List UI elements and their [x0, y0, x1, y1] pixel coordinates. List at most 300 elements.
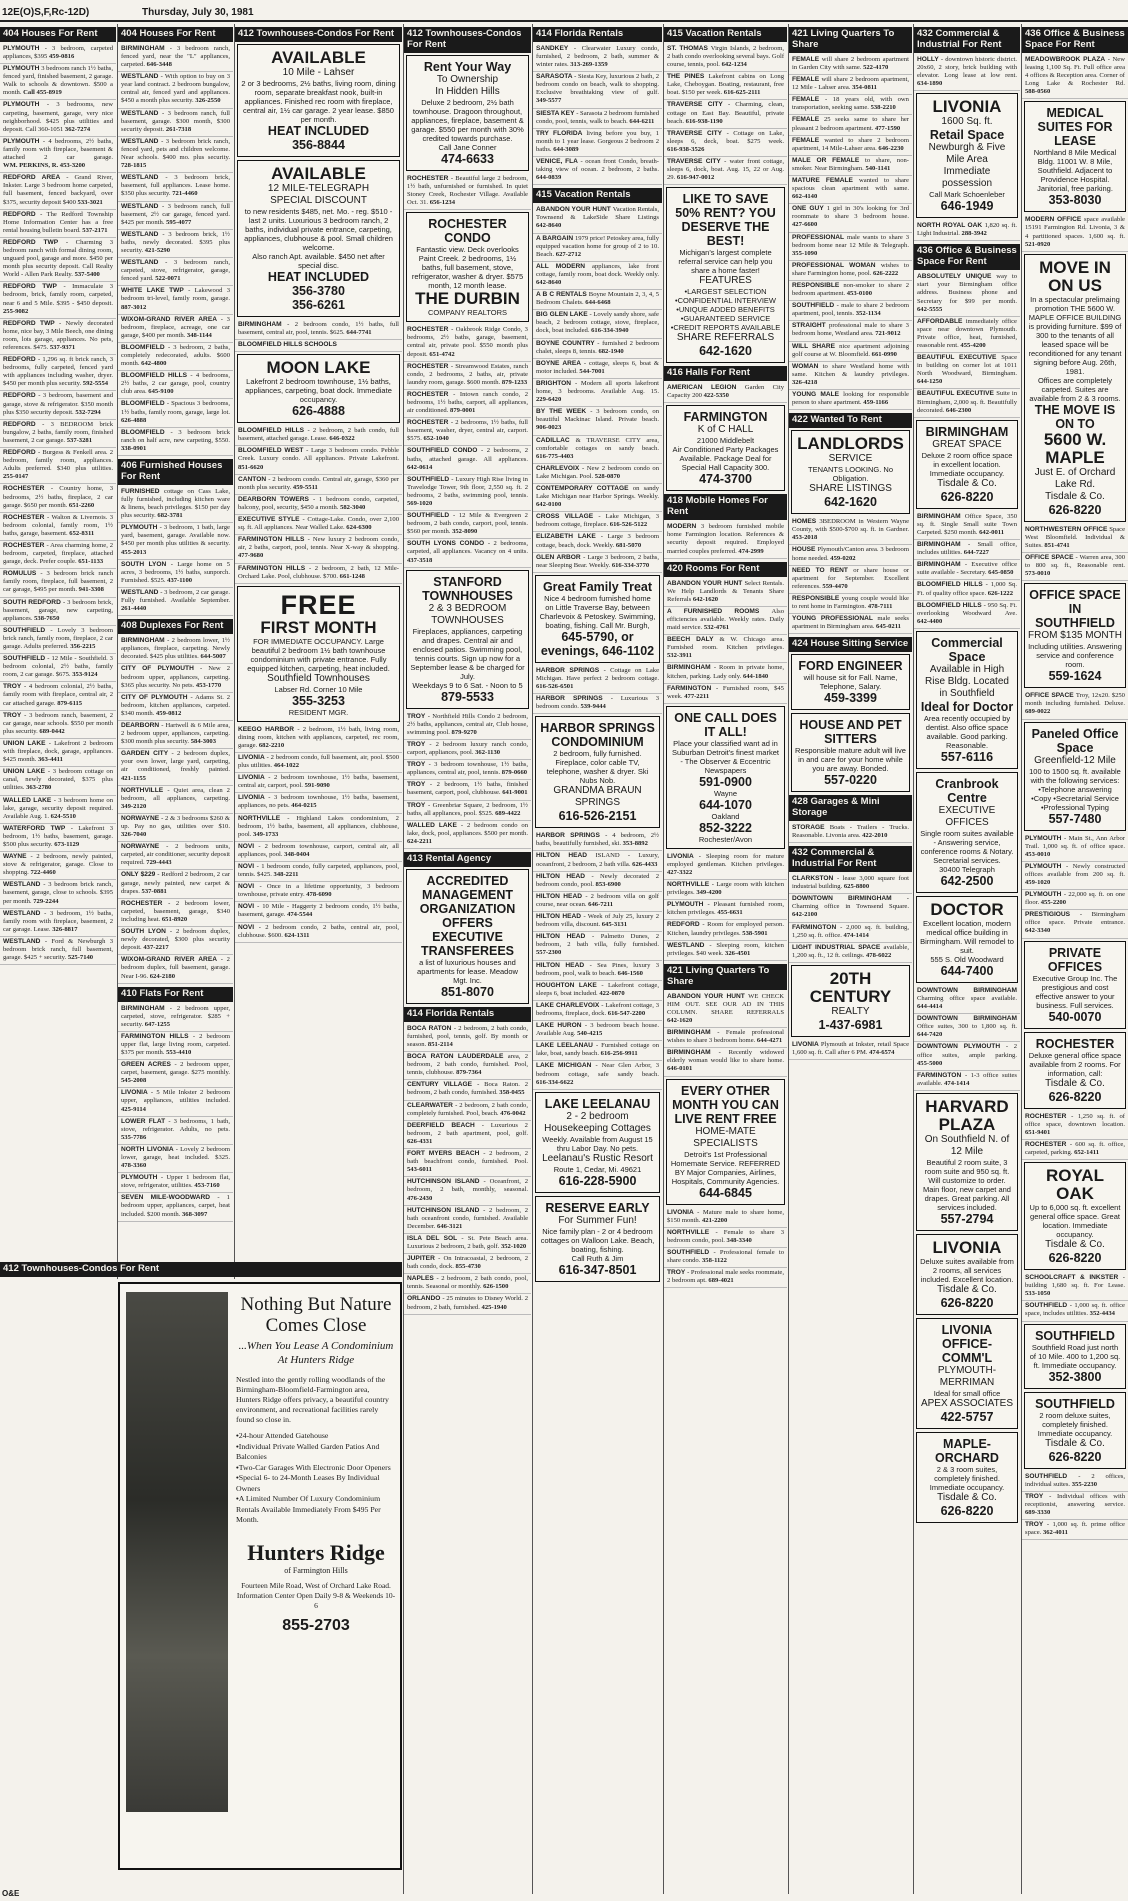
ad-lead: HILTON HEAD: [536, 892, 586, 900]
display-ad-reserve-early-sub: For Summer Fun!: [558, 1214, 637, 1226]
ad-phone: 352-8090: [452, 528, 478, 536]
ad-phone: 478-3360: [121, 1162, 147, 1170]
ad-phone: 855-4730: [455, 1263, 481, 1271]
ad-text: Vacation Rentals, Townsend & LakeSide Share Listings: [536, 206, 659, 222]
ad-lead: A B C RENTALS: [536, 291, 589, 299]
ad-text: - water front cottage, sleeps 6, dock, boat. Aug. 15, 22 or Aug. 29.: [667, 158, 784, 182]
ad-phone: 879-7364: [456, 1069, 482, 1077]
classified-ad: [664, 157, 787, 185]
ad-phone: 625-8800: [843, 883, 870, 891]
display-ad-landlords-body: TENANTS LOOKING. No Obligation.: [807, 465, 894, 484]
classified-ad: [235, 902, 402, 922]
ad-phone: 532-7294: [75, 408, 101, 416]
ad-lead: WALLED LAKE: [407, 821, 461, 829]
ad-text: - 2 bedroom lower, 1½ appliances, fireplace, carpeting. Newly decorated. $425 plus utilities.: [121, 637, 230, 661]
ad-text: Space in building on corner lot at 1011 North Woodward, Birmingham.: [917, 354, 1017, 378]
classified-ad: [118, 664, 233, 692]
classified-ad: [118, 1173, 233, 1193]
ad-lead: PLYMOUTH: [1025, 891, 1064, 899]
section-heading: 415 Vacation Rentals: [533, 188, 662, 203]
display-ad-homemate-body: Detroit's 1st Professional Homemate Service. REFERRED BY Major Companies, Airlines, Hospitals, Community Agencies.: [670, 1149, 781, 1186]
display-ad-livonia-retail-title: LIVONIA: [932, 97, 1002, 117]
classified-ad: [235, 340, 402, 352]
display-ad-stanford-townhouses-sub: 2 & 3 BEDROOM TOWNHOUSES: [428, 602, 507, 626]
display-ad-one-call-title: ONE CALL DOES IT ALL!: [674, 710, 777, 739]
ad-lead: MALE OR FEMALE: [792, 156, 866, 164]
ad-text: - Warren area, 300 to 800 sq. ft., Reasonable rent.: [1025, 553, 1125, 570]
display-ad-livonia-office-title: LIVONIA OFFICE-COMM'L: [941, 1322, 993, 1365]
ad-lead: HUTCHINSON ISLAND: [407, 1206, 484, 1214]
ad-text: - 2 bedroom townhouse, carport, central air, all appliances, pool.: [238, 842, 400, 858]
ad-phone: 851-6620: [238, 463, 264, 471]
ad-lead: REDFORD: [3, 210, 41, 218]
ad-lead: BOCA RATON: [407, 1024, 454, 1032]
classified-ad: [118, 137, 233, 173]
display-ad-kofc-hall-title: FARMINGTON: [683, 410, 768, 425]
display-ad-share-referrals-list-item: •GUARANTEED SERVICE: [680, 314, 771, 324]
display-ad-maple-orchard-phone: 626-8220: [940, 1503, 994, 1518]
ad-lead: EXECUTIVE STYLE: [238, 516, 303, 524]
ad-phone: 544-7001: [579, 367, 605, 375]
ad-lead: DOWNTOWN BIRMINGHAM: [917, 1015, 1017, 1023]
ad-text: - Boca Raton. 2 bedroom, 2 bath condo, furnished.: [407, 1081, 528, 1097]
ad-text: - 2 bedroom duplex, full basement, garage. Near I-96.: [121, 956, 230, 980]
ad-lead: ABANDON YOUR HUNT: [536, 206, 613, 214]
classified-ad: [235, 446, 402, 474]
display-ad-livonia-suites-phone: 626-8220: [940, 1295, 994, 1310]
ad-text: - 4 bedrooms, 2½ baths, 2 car garage, pool, country club area.: [121, 372, 230, 396]
ad-lead: TROY: [1025, 1492, 1050, 1500]
classified-ad: [235, 923, 402, 943]
display-ad-10-mile-lahser-line1: AVAILABLE: [271, 47, 366, 67]
ad-text: - 4 bedroom colonial, 2½ baths, family room with fireplace, central air, 2 car attached garage.: [3, 683, 113, 707]
ad-phone: 626-4331: [407, 1137, 433, 1145]
ad-text: - Lovely sandy shore, safe beach, 2 bedroom cottage, stove, fireplace, dock, boat included.: [536, 311, 659, 335]
display-ad-commercial-space-title: Commercial Space: [931, 635, 1003, 664]
ad-phone: 425-9114: [121, 1105, 146, 1113]
classified-ad: [235, 320, 402, 340]
ad-text: - Quiet area, clean 2 bedroom, all appliances, carpeting.: [121, 786, 230, 802]
classified-ad: [664, 129, 787, 157]
ad-text: - 2 bedroom, 2 bath condo, completely furnished. Pool, beach.: [407, 1101, 529, 1117]
ad-lead: NOVI: [238, 883, 260, 891]
ad-text: - 950 Sq. Ft. overlooking Woodward Ave.: [917, 601, 1017, 617]
ad-text: - 2 bedroom villa on golf course, near ocean.: [536, 892, 659, 908]
ad-phone: 682-2210: [258, 741, 285, 749]
ad-text: 25 seeks same to share her pleasant 2 bedroom apartment.: [792, 116, 909, 132]
ad-text: - Newly decorated home, nice bay, 3 Mile Beech, one dining room, lots garage, appliances. No pets, references. $475.: [3, 319, 113, 352]
classified-ad: [118, 343, 233, 371]
classified-ad: [664, 1248, 787, 1268]
display-ad-hidden-hills-line1: Rent Your Way: [423, 59, 512, 74]
ad-lead: BLOOMFIELD WEST: [238, 447, 307, 455]
ad-text: - Individual offices with receptionist, answering service.: [1025, 1492, 1125, 1508]
ad-phone: 261-4440: [121, 605, 147, 613]
display-ad-share-referrals-list-item: •CONFIDENTIAL INTERVIEW: [675, 296, 776, 306]
ad-text: - Lakefront cottage, sleeps 6, boat included.: [536, 981, 659, 997]
ad-text: - 1,250 sq. ft. of office space, downtown location.: [1025, 1112, 1125, 1128]
ad-phone: 673-1129: [54, 840, 80, 848]
hunters-feature-item: • Two-Car Garages With Electronic Door Openers: [236, 1463, 396, 1474]
ad-phone: 522-0071: [155, 275, 181, 283]
display-ad-lake-leelanau-name: Leelanau's Rustic Resort: [542, 1152, 653, 1164]
classified-ad: [0, 137, 116, 173]
display-ad-medical-suites-phone: 353-8030: [1048, 193, 1102, 208]
ad-lead: HILTON HEAD: [536, 933, 593, 941]
classified-ad: [914, 1042, 1020, 1070]
classified-ad: [404, 446, 531, 474]
ad-text: - Main St., Ann Arbor Trail. 1,000 sq. ft. of office space.: [1025, 834, 1125, 850]
ad-text: - Highland Lakes condominium, 2 bedroom, 1½ baths, basement, all appliances, clubhouse, pool.: [238, 814, 399, 838]
ad-text: - Palmetto Dunes, 2 bedroom, 2 bath villa, fully furnished.: [536, 933, 659, 949]
section-heading: 421 Living Quarters To Share: [664, 964, 787, 990]
classified-ad: [914, 389, 1020, 417]
ad-phone: 627-2712: [555, 250, 582, 258]
ad-text: - 3 bedroom ranch, full basement, 2½ car garage, fenced yard. $425 per month.: [121, 202, 230, 226]
classified-ad: [404, 362, 531, 390]
ad-lead: CLARKSTON: [792, 875, 837, 883]
ad-lead: DEERFIELD BEACH: [407, 1121, 482, 1129]
classified-ad: [533, 512, 662, 532]
ad-lead: SIESTA KEY: [536, 109, 577, 117]
classified-ad: [789, 301, 912, 321]
ad-lead: GLEN ARBOR: [536, 553, 584, 561]
display-ad-house-sitters-title: HOUSE AND PET SITTERS: [799, 718, 902, 747]
ad-phone: 557-2300: [536, 949, 562, 957]
ad-phone: 455-6631: [717, 909, 743, 917]
ad-phone: 537-2171: [82, 226, 108, 234]
classified-ad: [1022, 1273, 1128, 1301]
ad-phone: 569-1020: [407, 500, 433, 507]
display-ad-lake-leelanau-addr: Route 1, Cedar, Mi. 49621: [553, 1164, 642, 1174]
hunters-info: Fourteen Mile Road, West of Orchard Lake Road. Information Center Open Daily 9-8 & Weekends 10-6: [236, 1580, 396, 1610]
display-ad-moon-lake-title: MOON LAKE: [266, 358, 371, 378]
display-ad-royal-oak-phone: 626-8220: [1048, 1251, 1102, 1266]
classified-ad: [1022, 834, 1128, 862]
classified-ad: [0, 420, 116, 448]
display-ad-southfield: [1024, 1324, 1126, 1389]
classified-ad: [664, 579, 787, 607]
display-ad-rochester-condo-name: THE DURBIN: [415, 289, 520, 309]
display-ad-one-call-city3: Rochester/Avon: [698, 834, 753, 844]
ad-text: - St. Pete Beach area. Luxurious 2 bedroom, 2 bath, golf.: [407, 1234, 528, 1250]
ad-phone: 425-1940: [481, 1303, 507, 1311]
ad-text: - building 1,680 sq. ft. For Lease.: [1025, 1274, 1125, 1290]
ad-text: Lakefront cabins on Long Lake, Cheboygan. Boating, restaurant, free boat. $150 per week.: [667, 73, 784, 97]
ad-phone: 474-6574: [869, 1049, 895, 1056]
display-ad-birmingham-great-space-sub: GREAT SPACE: [932, 438, 1002, 450]
classified-ad: [235, 426, 402, 446]
ad-phone: 644-1840: [742, 672, 769, 680]
classified-ad: [533, 436, 662, 464]
ad-lead: LIGHT INDUSTRIAL SPACE: [792, 943, 884, 951]
ad-lead: NOVI: [238, 923, 259, 931]
ad-phone: 647-1255: [144, 1020, 171, 1028]
ad-text: way to start your Birmingham office address. Business phone and Secretary for $99 per month.: [917, 273, 1017, 305]
display-ad-commercial-space-sub: Available in High Rise Bldg. Located in Southfield: [925, 663, 1009, 699]
classified-ad: [914, 512, 1020, 540]
display-ad-southfield-suites-body: 2 room deluxe suites, completely finished. Immediate occupancy.: [1037, 1410, 1113, 1438]
classified-ad: [0, 238, 116, 282]
display-ad-share-referrals: [666, 187, 785, 363]
ad-phone: 642-0614: [407, 463, 433, 471]
ad-text: - Clearwater Luxury condo, furnished, 2 bedroom, 2 bath, summer & winter rates.: [536, 44, 659, 69]
ad-lead: TROY: [3, 683, 25, 691]
ad-lead: ABSOLUTELY UNIQUE: [917, 273, 997, 281]
classified-ad: [664, 72, 787, 100]
display-ad-livonia-suites: [916, 1234, 1018, 1315]
ad-lead: CONTEMPORARY COTTAGE: [536, 484, 633, 492]
display-ad-kofc-hall-addr: 21000 Middlebelt: [696, 436, 755, 446]
ad-lead: TROY: [407, 781, 430, 789]
display-ad-southfield-suites-phone: 626-8220: [1048, 1449, 1102, 1464]
ad-lead: JUPITER: [407, 1255, 439, 1263]
ad-lead: HARBOR SPRINGS: [536, 666, 604, 674]
ad-lead: ALL MODERN: [536, 262, 593, 270]
ad-lead: CANTON: [238, 475, 269, 483]
ad-phone: 539-9444: [580, 703, 606, 711]
ad-text: 1 girl in 30's looking for 3rd roommate to share 3 bedroom house.: [792, 205, 909, 221]
ad-phone: 573-0010: [1025, 570, 1051, 578]
classified-ad: [914, 1071, 1020, 1091]
section-heading: 432 Commercial & Industrial For Rent: [914, 27, 1020, 53]
display-ad-homemate-phone: 644-6845: [699, 1185, 752, 1200]
display-ad-private-offices-phone: 540-0070: [1048, 1009, 1102, 1024]
classified-ad: [1022, 553, 1128, 581]
hunters-subtitle: ...When You Lease A Condominium At Hunters Ridge: [238, 1340, 394, 1366]
ad-lead: ROCHESTER: [407, 326, 452, 334]
ad-text: - 25 minutes to Disney World. 2 bedroom, 2 bath, furnished.: [407, 1295, 528, 1311]
ad-text: - Streamwood Estates, ranch condo, 2 bedrooms, 2 baths, air, private laundry room, garage. $600 month.: [407, 362, 528, 386]
display-ad-share-referrals-list-item: •UNIQUE ADDED BENEFITS: [676, 305, 775, 315]
ad-phone: 437-1100: [167, 576, 193, 584]
ad-phone: 624-2211: [407, 837, 432, 845]
classified-ad: [664, 920, 787, 940]
display-ad-rochester-office-body: Deluxe general office space available from 2 rooms. For information, call:: [1028, 1050, 1122, 1078]
display-ad-landlords-phone: 642-1620: [824, 495, 877, 510]
classified-ad: [235, 475, 402, 495]
classified-ad: [0, 355, 116, 391]
display-ad-moon-lake-phone: 626-4888: [292, 404, 345, 419]
ad-text: available, 1,200 sq. ft., 12 ft. ceilings.: [792, 943, 909, 959]
display-ad-commercial-space-body: Area recently occupied by dentist. Also office space available. Good parking. Reasonable.: [923, 713, 1011, 750]
ad-phone: 477-1590: [874, 124, 901, 132]
display-ad-move-in-on-us-extra: Offices are completely carpeted. Suites are available from 2 & 3 rooms.: [1029, 375, 1121, 403]
ad-phone: 521-0920: [1025, 240, 1051, 248]
ad-phone: 437-2217: [143, 944, 169, 952]
ad-lead: FEMALE: [792, 76, 822, 84]
ad-text: to share Westland home with same. Kitchen & laundry privileges.: [792, 362, 910, 378]
ad-lead: FARMINGTON: [667, 684, 717, 692]
ad-text: - 2 bedroom, 2 bath condo, furnished, pool, tennis, golf. By month or season.: [407, 1024, 529, 1048]
display-ad-harvard-plaza-title: HARVARD PLAZA: [925, 1096, 1009, 1134]
ad-phone: 532-3911: [667, 652, 692, 660]
ad-phone: 352-4434: [1089, 1310, 1115, 1318]
ad-text: - 2 bedroom condo. Central air, garage, $360 per month plus security.: [238, 475, 400, 491]
ad-text: - Mature male to share home, $150 month.: [667, 1208, 784, 1224]
ad-text: - 2 bedrooms, carpeted, all appliances. Vacancy on 4 units.: [407, 540, 528, 556]
ad-text: will share 2 bedroom apartment in Garden City with same.: [792, 55, 909, 71]
ad-phone: 421-2200: [701, 1216, 728, 1224]
ad-lead: ORLANDO: [407, 1295, 443, 1303]
ad-lead: RESPONSIBLE: [792, 282, 844, 289]
ad-text: - cottage, sleeps 6, boat & motor included.: [536, 359, 659, 375]
ad-phone: 540-4215: [577, 1030, 603, 1038]
classified-ad: [0, 767, 116, 795]
ad-lead: REDFORD: [667, 921, 703, 929]
classified-ad: [404, 325, 531, 361]
classified-ad: [789, 517, 912, 545]
ad-lead: REDFORD: [3, 356, 38, 364]
display-ad-harvard-plaza-phone: 557-2794: [940, 1211, 994, 1226]
ad-lead: ROCHESTER: [407, 362, 451, 370]
classified-ad: [533, 1041, 662, 1061]
ad-text: - 2 bedroom condo, 2 baths, central air, pool, clubhouse. $600.: [238, 923, 399, 939]
classified-ad: [235, 793, 402, 813]
classified-ad: [0, 880, 116, 908]
ad-lead: BY THE WEEK: [536, 408, 591, 416]
hunters-body: Nestled into the gently rolling woodlands of the Birmingham-Bloomfield-Farmington area, Hunters Ridge offers privacy, a beautiful country environment, and recreational facilities rarely found so close in.: [236, 1375, 389, 1424]
classified-ad: [235, 842, 402, 862]
display-ad-rochester-office-phone: 626-8220: [1048, 1089, 1102, 1104]
display-ad-maple-orchard: [916, 1432, 1018, 1523]
ad-text: - Lake Michigan, 3 bedroom cottage, fireplace.: [536, 513, 660, 529]
classified-ad: [404, 740, 531, 760]
ad-phone: 661-0990: [871, 350, 897, 358]
ad-phone: 352-1134: [855, 310, 881, 318]
classified-ad: [404, 1294, 531, 1314]
classified-ad: [914, 272, 1020, 316]
display-ad-homemate-title: EVERY OTHER MONTH YOU CAN LIVE RENT FREE: [672, 1083, 779, 1126]
ad-text: - Northfield Hills Condo 2 bedroom, 2½ baths, appliances, central air, Club house, swimming pool.: [407, 712, 529, 736]
ad-lead: SOUTHFIELD: [407, 475, 452, 483]
classified-ad: [404, 1121, 531, 1149]
classified-ad: [0, 64, 116, 100]
column-6: [663, 24, 787, 1894]
classified-ad: [235, 564, 402, 584]
ad-phone: 689-4422: [495, 809, 521, 817]
display-ad-livonia-office-body: Ideal for small office: [933, 1388, 1001, 1398]
display-ad-lake-leelanau-sub: 2 - 2 bedroom Housekeeping Cottages: [544, 1110, 651, 1134]
ad-lead: FEMALE: [792, 55, 822, 63]
hunters-phone: 855-2703: [282, 1616, 350, 1634]
classified-ad: [533, 694, 662, 714]
ad-text: - Room in private home, kitchen, parking. Lady only.: [667, 664, 784, 680]
ad-lead: HARBOR SPRINGS: [536, 832, 606, 840]
ad-lead: WESTLAND: [3, 937, 45, 945]
classified-ad: [118, 286, 233, 314]
ad-phone: 651-8920: [161, 915, 188, 923]
ad-phone: 540-1141: [865, 164, 891, 172]
ad-lead: TROY: [3, 711, 25, 719]
ad-phone: 642-1620: [667, 1016, 693, 1024]
display-ad-harvard-plaza-sub: On Southfield N. of 12 Mile: [924, 1133, 1010, 1157]
ad-phone: 538-2210: [870, 104, 896, 112]
classified-ad: [235, 535, 402, 563]
ad-text: - On Intracoastal, 2 bedroom, 2 bath condo, dock.: [407, 1255, 528, 1271]
ad-phone: 288-3942: [961, 230, 987, 238]
ad-lead: LIVONIA: [792, 1040, 821, 1048]
display-ad-southfield-office-title: OFFICE SPACE IN SOUTHFIELD: [1029, 588, 1121, 631]
section-heading: 406 Furnished Houses For Rent: [118, 459, 233, 485]
ad-text: - Cottage on Lake, sleeps 6, deck, boat. $275 week.: [667, 129, 784, 145]
classified-ad: [533, 464, 662, 484]
display-ad-rental-agency: [406, 869, 529, 1004]
ad-text: - 12 Mile & Evergreen 2 bedroom, 2 bath condo, carport, pool, tennis. $560 per month.: [407, 512, 528, 536]
ad-text: - 3 bedroom ranch, carpeted, stove, refrigerator, garage, fenced yard.: [121, 259, 230, 283]
ad-phone: 644-4414: [917, 1003, 943, 1011]
classified-ad: [533, 981, 662, 1001]
section-heading: 436 Office & Business Space For Rent: [1022, 27, 1128, 53]
display-ad-harvard-plaza: [916, 1093, 1018, 1231]
display-ad-landlords-sub: SERVICE: [828, 453, 873, 465]
ad-lead: PLYMOUTH: [121, 1174, 161, 1182]
ad-lead: BEAUTIFUL EXECUTIVE: [917, 354, 1002, 362]
ad-lead: WESTLAND: [121, 174, 166, 182]
classified-ad: [533, 961, 662, 981]
ad-text: - 2 bedroom, 2 bath oceanfront condo, furnished. Available December.: [407, 1206, 528, 1230]
ad-phone: 644-3089: [553, 145, 579, 153]
ad-phone: 478-6022: [866, 951, 892, 959]
classified-ad: [118, 693, 233, 721]
ad-text: - 3 bedroom ranch, full basement, garage. $300 month, $300 security deposit.: [121, 109, 230, 133]
display-ad-10-mile-lahser: [237, 44, 400, 157]
display-ad-20th-century-realty: [791, 965, 910, 1037]
classified-ad: [1022, 55, 1128, 99]
ad-text: 1979 price! Petoskey area, fully equipped vacation home for group of 2 to 10. Beach.: [536, 234, 659, 258]
ad-lead: WIXOM-GRAND RIVER AREA: [121, 315, 221, 323]
display-ad-10-mile-lahser-body: 2 or 3 bedrooms, 2½ baths, living room, dining room, separate breakfast nook, built-in appliances. Finished rec room with fireplace, central air, 1½ car garage. 2 year lease. $850 per month.: [241, 78, 396, 124]
classified-ad: [118, 399, 233, 427]
ad-phone: 651-2260: [68, 501, 95, 509]
ad-text: on sandy Lake Michigan near Harbor Springs. Weekly.: [536, 484, 659, 501]
display-ad-doctor-title: DOCTOR: [930, 899, 1004, 919]
ad-lead: HILTON HEAD: [536, 913, 584, 921]
ad-text: - 3 bedroom, 2 car garage. Fully furnished. Available September.: [121, 588, 230, 605]
classified-ad: [118, 1145, 233, 1173]
ad-text: Charming office space available.: [917, 994, 1017, 1002]
display-ad-royal-oak-name: Tisdale & Co.: [1045, 1239, 1105, 1251]
ad-phone: 543-6011: [407, 1166, 432, 1174]
display-ad-southfield-phone: 352-3800: [1048, 1369, 1102, 1384]
ad-lead: NORWAYNE: [121, 814, 162, 822]
ad-text: non-smoker to share 2 bedroom apartment.: [792, 282, 909, 298]
ad-text: wanted to share 2 bedroom apartment, 14 Mile-Lahser area.: [792, 136, 909, 152]
ad-phone: 646-0322: [329, 435, 355, 443]
classified-ad: [789, 281, 912, 301]
ad-phone: 338-0901: [121, 444, 147, 452]
ad-lead: PLYMOUTH: [3, 65, 42, 73]
ad-lead: REDFORD TWP: [3, 238, 66, 246]
ad-phone: 533-1050: [1025, 1290, 1051, 1298]
display-ad-one-call-phone1: 591-0900: [699, 774, 752, 789]
display-ad-12-mile-telegraph-phone1: 356-3780: [292, 283, 345, 298]
ad-phone: 538-5901: [742, 929, 768, 937]
classified-ad: [789, 95, 912, 115]
section-heading: 418 Mobile Homes For Rent: [664, 494, 787, 520]
classified-ad: [789, 115, 912, 135]
ad-lead: A FURNISHED ROOMS: [667, 607, 772, 615]
ad-phone: 729-2244: [33, 897, 59, 905]
ad-text: - New luxury 2 bedroom condo, air, 2 baths, carport, pool, tennis. Near X-way & shopping.: [238, 536, 399, 552]
ad-phone: 358-1122: [701, 1256, 727, 1264]
classified-ad: [118, 955, 233, 983]
ad-lead: ROCHESTER: [3, 485, 51, 493]
classified-ad: [1022, 691, 1128, 719]
classified-ad: [118, 72, 233, 108]
ad-phone: 616-256-9911: [600, 1050, 638, 1058]
ad-phone: 326-4501: [725, 949, 751, 957]
